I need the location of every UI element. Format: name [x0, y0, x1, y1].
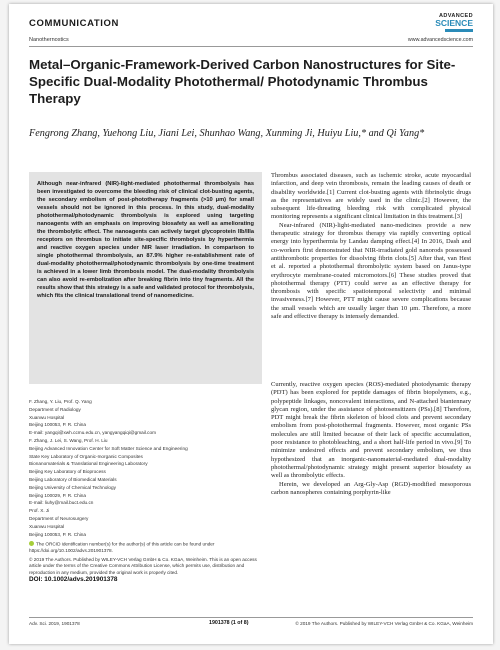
- affiliation-line: Beijing 100029, P. R. China: [29, 492, 86, 498]
- footer-copyright: © 2019 The Authors. Published by WILEY-VCH Verlag GmbH & Co. KGaA, Weinheim: [295, 621, 473, 626]
- affiliation-line: Beijing 100053, P. R. China: [29, 422, 86, 428]
- author-list: Fengrong Zhang, Yuehong Liu, Jiani Lei, Shunhao Wang, Xunming Ji, Huiyu Liu,* and Qi Yang*: [29, 128, 425, 139]
- body-paragraph-1: Thrombus associated diseases, such as ischemic stroke, acute myocardial infarction, and deep vein thrombosis, remain the leading causes of death or disability worldwide.[1] Current clot-busting agents with fibrinolytic drugs as the representatives are widely used in the clinic.[2] However, the subsequent life-threating bleeding risk with complicated physical monitoring represents a significant clinical limitation in this treatment.[3]: [271, 172, 471, 221]
- affiliation-line: State Key Laboratory of Organic-Inorganic Composites: [29, 453, 143, 459]
- journal-logo-line2: SCIENCE: [435, 18, 473, 28]
- affiliation-line: Beijing 100053, P. R. China: [29, 531, 86, 537]
- body-paragraph-3: Currently, reactive oxygen species (ROS)-mediated photodynamic therapy (PDT) has been explored for peptide damages of fibrin biopolymers, e.g., polypeptide linkages, noncovalent interactions, and N-attached biantennary glycan region, under the assistance of photosensitizers (PSs).[8] Therefore, PDT might break the fibrin skeleton of blood clots and prevent secondary embolism from post-photothermal fragments. However, most organic PSs molecules are still limited because of their lack of specific accumulation, poor resistance to photobleaching, and a short half-life period in vivo.[9] To minimize undesired effects and prevent secondary embolism, we thus hypothesized that an inorganic-nanomaterial-mediated dual-modality photothermal/photodynamic strategy might present superior biosafety as well as thrombolytic effects.: [271, 381, 471, 480]
- affiliation-line: Prof. X. Ji: [29, 508, 50, 514]
- author-email-link[interactable]: E-mail: liuhy@mail.buct.edu.cn: [29, 500, 94, 506]
- body-paragraph-4: Herein, we developed an Arg-Gly-Asp (RGD)-modified mesoporous carbon nanospheres containing porphyrin-like: [271, 480, 471, 496]
- footer-page-number: 1901378 (1 of 8): [209, 620, 249, 626]
- orcid-note-text: The ORCID identification number(s) for the author(s) of this article can be found under https://doi.org/10.1002/advs.201901378.: [29, 541, 215, 553]
- affiliation-line: F. Zhang, Y. Liu, Prof. Q. Yang: [29, 399, 92, 404]
- journal-logo[interactable]: [423, 13, 473, 32]
- footer-divider: [29, 617, 473, 618]
- affiliation-line: F. Zhang, J. Lei, S. Wang, Prof. H. Liu: [29, 437, 108, 443]
- affiliation-line: Xuanwu Hospital: [29, 523, 65, 529]
- body-paragraph-2: Near-infrared (NIR)-light-mediated nano-medicines provide a new therapeutic strategy for thrombus therapy via rapidly converting optical energy into hyperthermia by Landau damping effect.[4] In 2016, Dash and co-workers first demonstrated that NIR-irradiated gold nanorods possessed antithrombotic properties for dissolving fibrin clots.[5] After that, van Hest et al. reported a photothermal thrombolytic system based on Janus-type erythrocyte membrane-coated micromotors.[6] These studies proved that photothermal therapy (PTT) could serve as an effective therapy for thrombosis with specific spatiotemporal selectivity and minimal invasiveness.[7] However, PTT might cause severe complications because the small vessels which are usually larger than 10 μm. Therefore, a more safe and effective therapy is intensely demanded.: [271, 221, 471, 321]
- affiliation-line: Beijing Key Laboratory of Bioprocess: [29, 469, 106, 475]
- doi-link[interactable]: DOI: 10.1002/advs.201901378: [29, 576, 118, 583]
- affiliation-line: Beijing University of Chemical Technology: [29, 484, 116, 490]
- article-page: [9, 4, 493, 644]
- affiliations-block: [29, 399, 262, 577]
- footer-citation: Adv. Sci. 2019, 1901378: [29, 621, 80, 626]
- logo-bar-decoration: [445, 29, 473, 32]
- journal-url-link[interactable]: www.advancedscience.com: [407, 37, 473, 43]
- article-title: Metal–Organic-Framework-Derived Carbon Nanostructures for Site-Specific Dual-Modality Photothermal/ Photodynamic Thrombus Therapy: [29, 57, 456, 106]
- affiliation-line: Beijing Advanced Innovation Center for Soft Matter Science and Engineering: [29, 445, 188, 451]
- abstract-box: [29, 172, 262, 384]
- abstract-text: Although near-infrared (NIR)-light-mediated photothermal thrombolysis has been investigated to overcome the bleeding risk of clinical clot-busting agents, the secondary embolism of post-phototherapy fragments (>10 μm) for small vessels should not be ignored in this process. In this study, dual-modality photothermal/photodynamic thrombolysis is explored using targeting nanoagents with an emphasis on improving biosafety as well as ameliorating the thrombolytic effect. The nanoagents can actively target glycoprotein IIb/IIIa receptors on thrombus to initiate site-specific thrombolysis by hyperthermia and reactive oxygen species under NIR laser irradiation. In comparison to single photothermal thrombolysis, an 87.9% higher re-establishment rate of dual-modality photothermal/photodynamic thrombolysis by one-time treatment is achieved in a lower limb thrombosis model. The dual-modality thrombolysis can also avoid re-embolization after breaking fibrin into tiny fragments. All the results show that this strategy is a safe and validated protocol for thrombolysis, which fits the clinical translational trend of nanomedicine.: [37, 181, 254, 299]
- subject-label: Nanothernostics: [29, 37, 69, 43]
- affiliation-line: Department of Radiology: [29, 406, 81, 412]
- journal-logo-line1: ADVANCED: [439, 13, 473, 19]
- license-note: © 2019 The Authors. Published by WILEY-VCH Verlag GmbH & Co. KGaA, Weinheim. This is an open access article under the terms of the Creative Commons Attribution License, which permits use, distribution and reproduction in any medium, provided the original work is properly cited.: [29, 556, 257, 575]
- section-label: COMMUNICATION: [29, 18, 119, 29]
- affiliation-line: Department of Neurosurgery: [29, 515, 89, 521]
- affiliation-line: Bionanomaterials & Translational Engineering Laboratory: [29, 461, 148, 467]
- header-divider: [29, 46, 473, 47]
- author-email-link[interactable]: E-mail: yangqi@xwh.ccmu.edu.cn, yangyangqiqi@gmail.com: [29, 430, 157, 436]
- orcid-icon: [29, 541, 34, 546]
- orcid-note[interactable]: [29, 541, 262, 554]
- affiliation-line: Beijing Laboratory of Biomedical Materials: [29, 476, 117, 482]
- intro-column: [271, 172, 471, 321]
- affiliation-line: Xuanwu Hospital: [29, 414, 65, 420]
- body-continued: [271, 381, 471, 497]
